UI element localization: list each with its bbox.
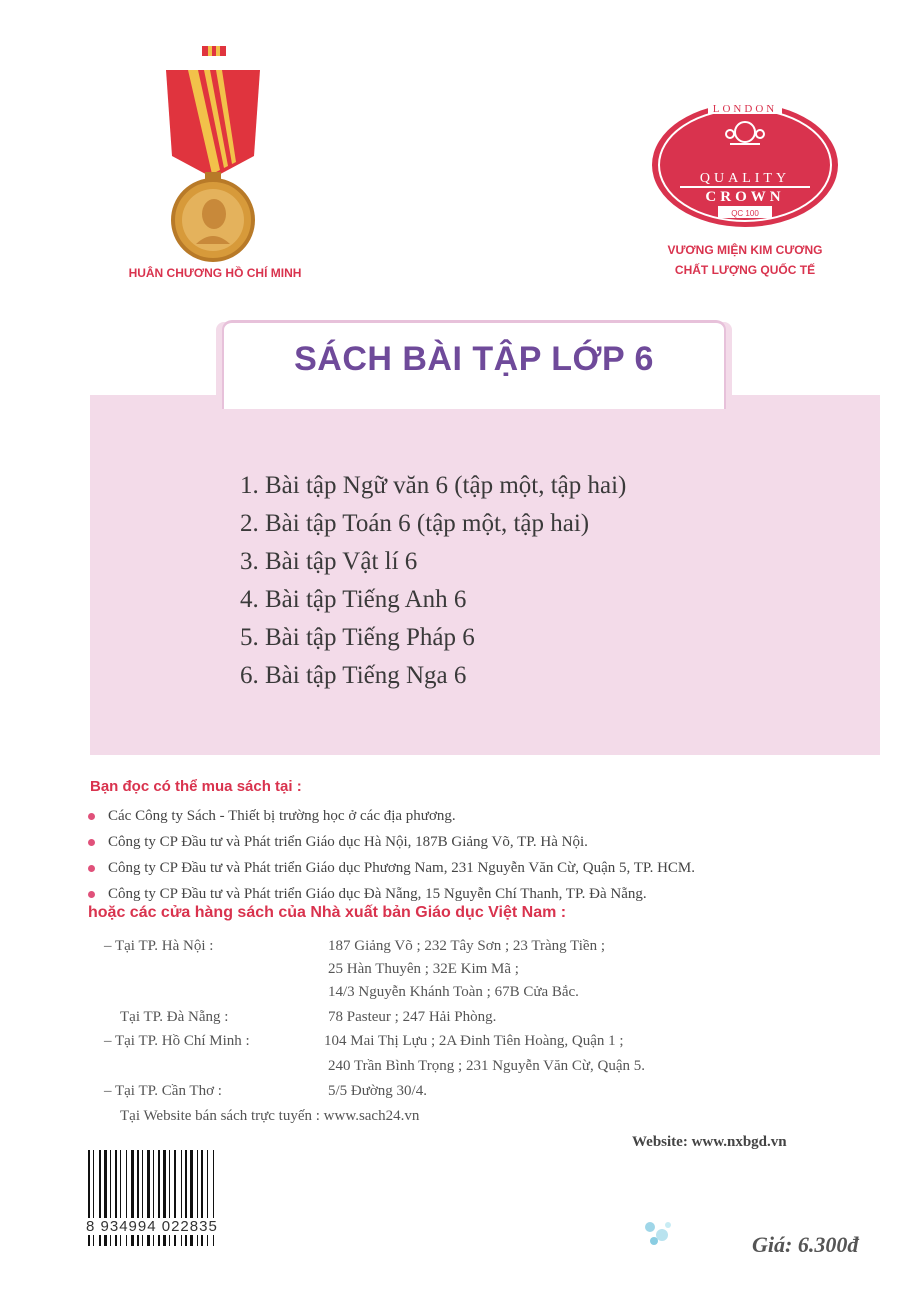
city-address-line: 187 Giảng Võ ; 232 Tây Sơn ; 23 Tràng Tiền ; (328, 938, 606, 954)
badge-line1: QUALITY (699, 171, 791, 186)
book-item: 1. Bài tập Ngữ văn 6 (tập một, tập hai) (240, 472, 627, 499)
book-list (240, 467, 840, 695)
stores-heading: hoặc các cửa hàng sách của Nhà xuất bản Giáo dục Việt Nam : (88, 904, 567, 921)
city-label-cantho: – Tại TP. Cần Thơ : (104, 1083, 222, 1099)
price: Giá: 6.300đ (752, 1232, 859, 1257)
page-title: SÁCH BÀI TẬP LỚP 6 (294, 340, 654, 378)
city-label-hcm: – Tại TP. Hồ Chí Minh : (104, 1033, 250, 1049)
city-address-line: 14/3 Nguyễn Khánh Toàn ; 67B Cửa Bắc. (328, 984, 579, 1000)
purchase-places (86, 803, 896, 907)
book-item: 2. Bài tập Toán 6 (tập một, tập hai) (240, 510, 590, 537)
hologram-sticker-icon (638, 1215, 678, 1251)
barcode-number: 8 934994 022835 (86, 1218, 286, 1235)
barcode (86, 1150, 276, 1250)
purchase-place: Công ty CP Đầu tư và Phát triển Giáo dục Phương Nam, 231 Nguyễn Văn Cừ, Quận 5, TP. HCM. (86, 855, 896, 881)
city-label-hanoi: – Tại TP. Hà Nội : (104, 938, 214, 954)
badge-caption-line2: CHẤT LƯỢNG QUỐC TẾ (674, 263, 816, 277)
quality-crown-badge (650, 100, 840, 230)
badge-caption-line1: VƯƠNG MIỆN KIM CƯƠNG (667, 243, 823, 257)
book-item: 6. Bài tập Tiếng Nga 6 (240, 662, 467, 689)
badge-line2: CROWN (705, 189, 785, 205)
badge-code: QC 100 (731, 209, 759, 218)
book-item: 3. Bài tập Vật lí 6 (240, 548, 418, 575)
badge-top-text: LONDON (712, 103, 778, 115)
city-address-line: 25 Hàn Thuyên ; 32E Kim Mã ; (328, 961, 519, 977)
purchase-place: Công ty CP Đầu tư và Phát triển Giáo dục Đà Nẵng, 15 Nguyễn Chí Thanh, TP. Đà Nẵng. (86, 881, 896, 907)
purchase-place: Công ty CP Đầu tư và Phát triển Giáo dục Hà Nội, 187B Giảng Võ, TP. Hà Nội. (86, 829, 896, 855)
online-store-line: Tại Website bán sách trực tuyến : www.sach24.vn (120, 1108, 420, 1124)
city-address-line: 5/5 Đường 30/4. (328, 1083, 427, 1099)
purchase-heading: Bạn đọc có thể mua sách tại : (90, 778, 302, 795)
badge-caption (620, 240, 870, 280)
purchase-place: Các Công ty Sách - Thiết bị trường học ở các địa phương. (86, 803, 896, 829)
city-address-line: 104 Mai Thị Lựu ; 2A Đinh Tiên Hoàng, Quận 1 ; (324, 1033, 624, 1049)
book-item: 5. Bài tập Tiếng Pháp 6 (240, 624, 475, 651)
ho-chi-minh-medal-icon (158, 44, 268, 264)
medal-caption: HUÂN CHƯƠNG HỒ CHÍ MINH (128, 266, 302, 280)
city-address-line: 240 Trần Bình Trọng ; 231 Nguyễn Văn Cừ, Quận 5. (328, 1058, 646, 1074)
book-item: 4. Bài tập Tiếng Anh 6 (240, 586, 467, 613)
city-label-danang: Tại TP. Đà Nẵng : (120, 1009, 229, 1025)
city-address-line: 78 Pasteur ; 247 Hải Phòng. (328, 1009, 497, 1025)
publisher-website: Website: www.nxbgd.vn (632, 1134, 787, 1150)
